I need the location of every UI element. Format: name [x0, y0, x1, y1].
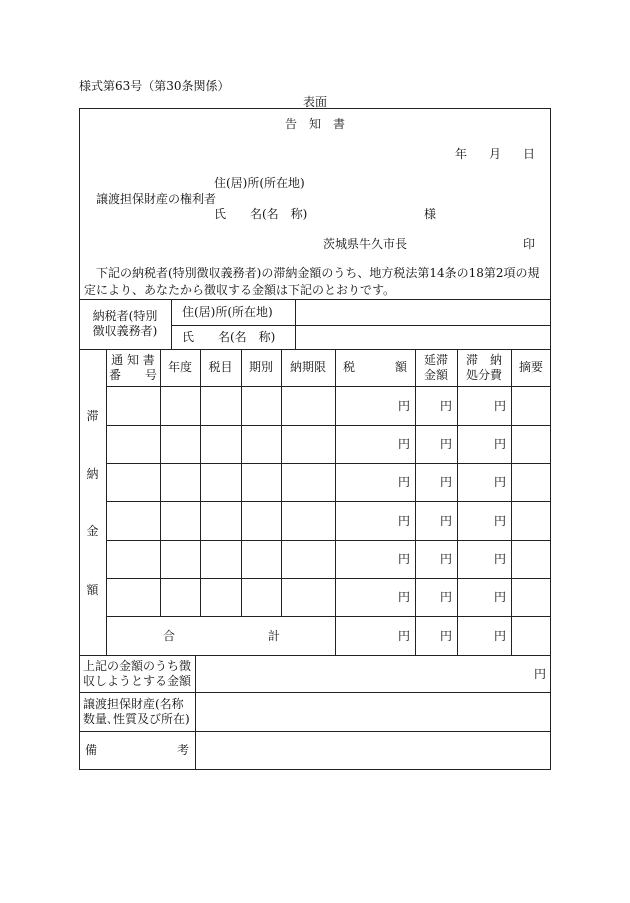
header-late-fee-1: 延滞 [423, 352, 448, 367]
side-label-char-2: 納 [86, 467, 99, 481]
side-label-char-3: 金 [86, 524, 99, 538]
taxpayer-name-label: 氏 名(名 称) [182, 330, 276, 344]
divider-row2 [106, 463, 551, 464]
header-due-date: 納期限 [289, 360, 326, 374]
row4-tax-unit: 円 [397, 514, 410, 528]
collection-label-line1: 上記の金額のうち徴 [83, 658, 192, 673]
vline-disposal [511, 349, 512, 655]
header-year: 年度 [167, 360, 192, 374]
vline-taxpayer-value [295, 299, 296, 349]
property-label-line2: 数量､性質及び所在) [83, 711, 190, 726]
header-remarks: 摘要 [518, 360, 543, 374]
header-notice-number-line2: 番 号 [108, 367, 157, 382]
side-label-char-1: 滞 [86, 409, 99, 423]
total-label-2: 計 [268, 629, 281, 643]
row3-disposal-unit: 円 [493, 475, 506, 489]
header-late-fee-2: 金額 [423, 367, 448, 382]
recipient-honorific: 様 [424, 207, 437, 221]
vline-year [200, 349, 201, 616]
recipient-name-label: 氏 名(名 称) [214, 207, 308, 221]
divider-row5 [106, 578, 551, 579]
total-late-unit: 円 [439, 629, 452, 643]
row4-late-unit: 円 [439, 514, 452, 528]
collection-label-line2: 収しようとする金額 [83, 673, 192, 688]
vline-taxpayer-label [171, 299, 172, 349]
row5-tax-unit: 円 [397, 552, 410, 566]
form-number: 様式第63号（第30条関係） [79, 79, 230, 93]
notice-body: 下記の納税者(特別徴収義務者)の滞納金額のうち、地方税法第14条の18第2項の規定により、あなたから徴収する金額は下記のとおりです。 [84, 266, 540, 297]
taxpayer-label-line1: 納税者(特別 [92, 309, 158, 323]
remarks-label-1: 備 [85, 743, 98, 757]
header-disposal-fee-1: 滞 納 [465, 352, 502, 367]
taxpayer-label [79, 303, 171, 345]
property-label [79, 692, 195, 731]
header-tax-amount-2: 額 [394, 360, 407, 374]
divider-notice [79, 299, 551, 300]
row2-late-unit: 円 [439, 437, 452, 451]
vline-tax-item [241, 349, 242, 616]
vline-due [335, 349, 336, 655]
issuer-name: 茨城県牛久市長 [323, 237, 408, 251]
date-month: 月 [489, 147, 502, 161]
divider-row3 [106, 501, 551, 502]
date-day: 日 [523, 147, 536, 161]
property-label-line1: 譲渡担保財産(名称 [83, 696, 184, 711]
header-notice-number [106, 349, 160, 386]
notice-title: 告 知 書 [284, 117, 345, 131]
recipient-role: 譲渡担保財産の権利者 [96, 192, 217, 206]
recipient-address-label: 住(居)所(所在地) [214, 176, 305, 190]
collection-unit: 円 [533, 667, 546, 681]
vline-late [457, 349, 458, 655]
taxpayer-label-line2: 徴収義務者) [92, 324, 158, 338]
header-period: 期別 [248, 360, 273, 374]
header-disposal-fee [457, 349, 511, 386]
divider-row4 [106, 540, 551, 541]
header-disposal-fee-2: 処分費 [465, 367, 502, 382]
row6-late-unit: 円 [439, 590, 452, 604]
total-disposal-unit: 円 [493, 629, 506, 643]
remarks-label [85, 731, 189, 770]
vline-notice-no [160, 349, 161, 616]
row1-late-unit: 円 [439, 399, 452, 413]
taxpayer-address-label: 住(居)所(所在地) [182, 305, 273, 319]
divider-row1 [106, 425, 551, 426]
header-tax-amount [343, 349, 407, 386]
row5-disposal-unit: 円 [493, 552, 506, 566]
row2-disposal-unit: 円 [493, 437, 506, 451]
header-tax-amount-1: 税 [343, 360, 356, 374]
divider-row6 [106, 616, 551, 617]
vline-tax [415, 349, 416, 655]
side-label-char-4: 額 [86, 583, 99, 597]
row2-tax-unit: 円 [397, 437, 410, 451]
header-late-fee [415, 349, 457, 386]
remarks-label-2: 考 [176, 743, 189, 757]
row1-disposal-unit: 円 [493, 399, 506, 413]
row5-late-unit: 円 [439, 552, 452, 566]
date-year: 年 [455, 147, 468, 161]
total-label-1: 合 [163, 629, 176, 643]
vline-side [106, 349, 107, 655]
seal-mark: 印 [523, 237, 536, 251]
row6-tax-unit: 円 [397, 590, 410, 604]
row1-tax-unit: 円 [397, 399, 410, 413]
collection-label [79, 655, 195, 692]
row3-late-unit: 円 [439, 475, 452, 489]
header-notice-number-line1: 通 知 書 [111, 352, 155, 367]
row4-disposal-unit: 円 [493, 514, 506, 528]
side-label: 表面 [302, 95, 327, 109]
header-tax-item: 税目 [208, 360, 233, 374]
divider-taxpayer-mid [171, 325, 551, 326]
row3-tax-unit: 円 [397, 475, 410, 489]
divider-header [106, 386, 551, 387]
total-tax-unit: 円 [397, 629, 410, 643]
row6-disposal-unit: 円 [493, 590, 506, 604]
vline-period [281, 349, 282, 616]
